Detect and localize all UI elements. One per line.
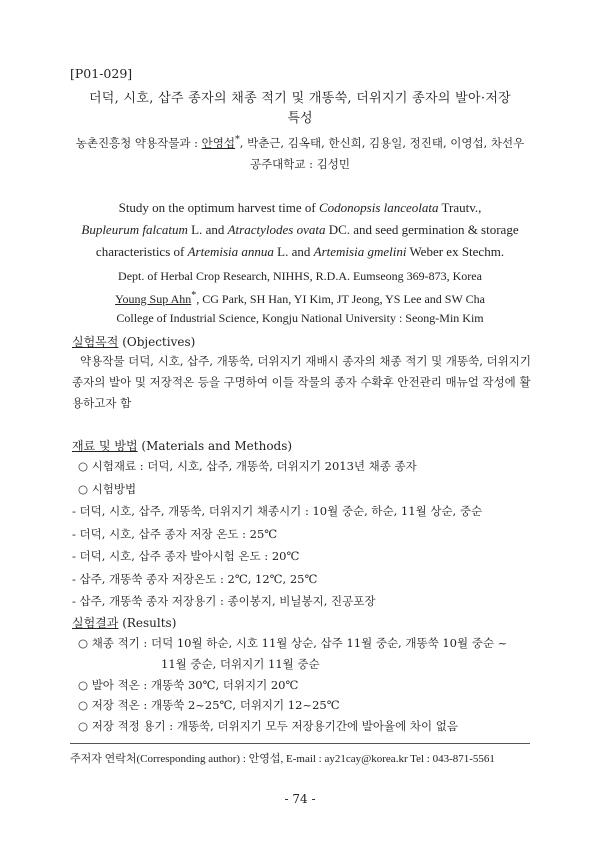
- authors-korean-prefix: 농촌진흥청 약용작물과 :: [75, 135, 202, 150]
- lead-author-english: Young Sup Ahn: [115, 292, 192, 306]
- authors-english: [60, 290, 540, 307]
- objectives-text: 약용작물 더덕, 시호, 삽주, 개똥쑥, 더위지기 재배시 종자의 채종 적기 및 개똥쑥, 더위지기 종자의 발아 및 저장적온 등을 구명하여 이들 작물의 종자 수확후 안전관리 매뉴얼 작성에 활용하고자 함: [72, 354, 531, 410]
- college-english: College of Industrial Science, Kongju National University : Seong-Min Kim: [116, 311, 484, 325]
- methods-heading-en: (Materials and Methods): [137, 439, 293, 453]
- authors-korean-rest: , 박춘근, 김옥태, 한신희, 김용일, 정진태, 이영섭, 차선우: [239, 135, 525, 150]
- footnote-divider: [70, 743, 530, 744]
- lead-author-mark: *: [235, 134, 240, 145]
- lead-author-english-mark: *: [191, 290, 197, 301]
- results-item: ○ 저장 적정 용기 : 개똥쑥, 더위지기 모두 저장용기간에 발아율에 차이 없음: [78, 719, 458, 733]
- corresponding-author: 주저자 연락처(Corresponding author) : 안영섭, E-mail : ay21cay@korea.kr Tel : 043-871-5561: [70, 753, 495, 765]
- objectives-heading-en: (Objectives): [118, 335, 196, 349]
- methods-item: - 삽주, 개똥쑥 종자 저장용기 : 종이봉지, 비닐봉지, 진공포장: [72, 594, 376, 608]
- department-english: Dept. of Herbal Crop Research, NIHHS, R.D.A. Eumseong 369-873, Korea: [118, 269, 482, 283]
- methods-item: ○ 시험재료 : 더덕, 시호, 삽주, 개똥쑥, 더위지기 2013년 채종 종자: [78, 459, 417, 473]
- results-heading-en: (Results): [118, 616, 177, 630]
- results-item: ○ 저장 적온 : 개똥쑥 2~25℃, 더위지기 12~25℃: [78, 698, 340, 712]
- results-item: ○ 채종 적기 : 더덕 10월 하순, 시호 11월 상순, 삽주 11월 중순, 개똥쑥 10월 중순 ~: [78, 636, 508, 650]
- authors-korean: [40, 134, 560, 151]
- title-english-line1: Study on the optimum harvest time of Codonopsis lanceolata Trautv.,: [118, 200, 482, 215]
- results-item: 11월 중순, 더위지기 11월 중순: [161, 657, 320, 671]
- methods-heading: [72, 437, 292, 454]
- abstract-code: [P01-029]: [70, 66, 133, 81]
- title-korean-line1: 더덕, 시호, 삽주 종자의 채종 적기 및 개똥쑥, 더위지기 종자의 발아·저장: [88, 91, 512, 106]
- objectives-heading-ko: 실험목적: [72, 335, 119, 349]
- methods-item: ○ 시험방법: [78, 482, 137, 496]
- methods-heading-ko: 재료 및 방법: [72, 439, 138, 453]
- methods-item: - 더덕, 시호, 삽주 종자 발아시험 온도 : 20℃: [72, 549, 300, 563]
- authors-english-rest: , CG Park, SH Han, YI Kim, JT Jeong, YS Lee and SW Cha: [196, 292, 485, 306]
- results-item: ○ 발아 적온 : 개똥쑥 30℃, 더위지기 20℃: [78, 678, 299, 692]
- lead-author-korean: 안영섭: [201, 135, 235, 150]
- methods-item: - 더덕, 시호, 삽주 종자 저장 온도 : 25℃: [72, 527, 278, 541]
- results-heading: [72, 614, 176, 631]
- affiliation-korean: 공주대학교 : 김성민: [249, 157, 351, 171]
- title-english-line2: Bupleurum falcatum L. and Atractylodes ovata DC. and seed germination & storage: [81, 222, 519, 237]
- results-heading-ko: 실험결과: [72, 616, 119, 630]
- methods-item: - 더덕, 시호, 삽주, 개똥쑥, 더위지기 채종시기 : 10월 중순, 하순, 11월 상순, 중순: [72, 504, 483, 518]
- title-korean-line2: 특성: [287, 111, 313, 126]
- methods-item: - 삽주, 개똥쑥 종자 저장온도 : 2℃, 12℃, 25℃: [72, 572, 318, 586]
- objectives-heading: [72, 333, 195, 350]
- page-number: - 74 -: [284, 792, 316, 806]
- title-english-line3: characteristics of Artemisia annua L. and Artemisia gmelini Weber ex Stechm.: [95, 244, 505, 259]
